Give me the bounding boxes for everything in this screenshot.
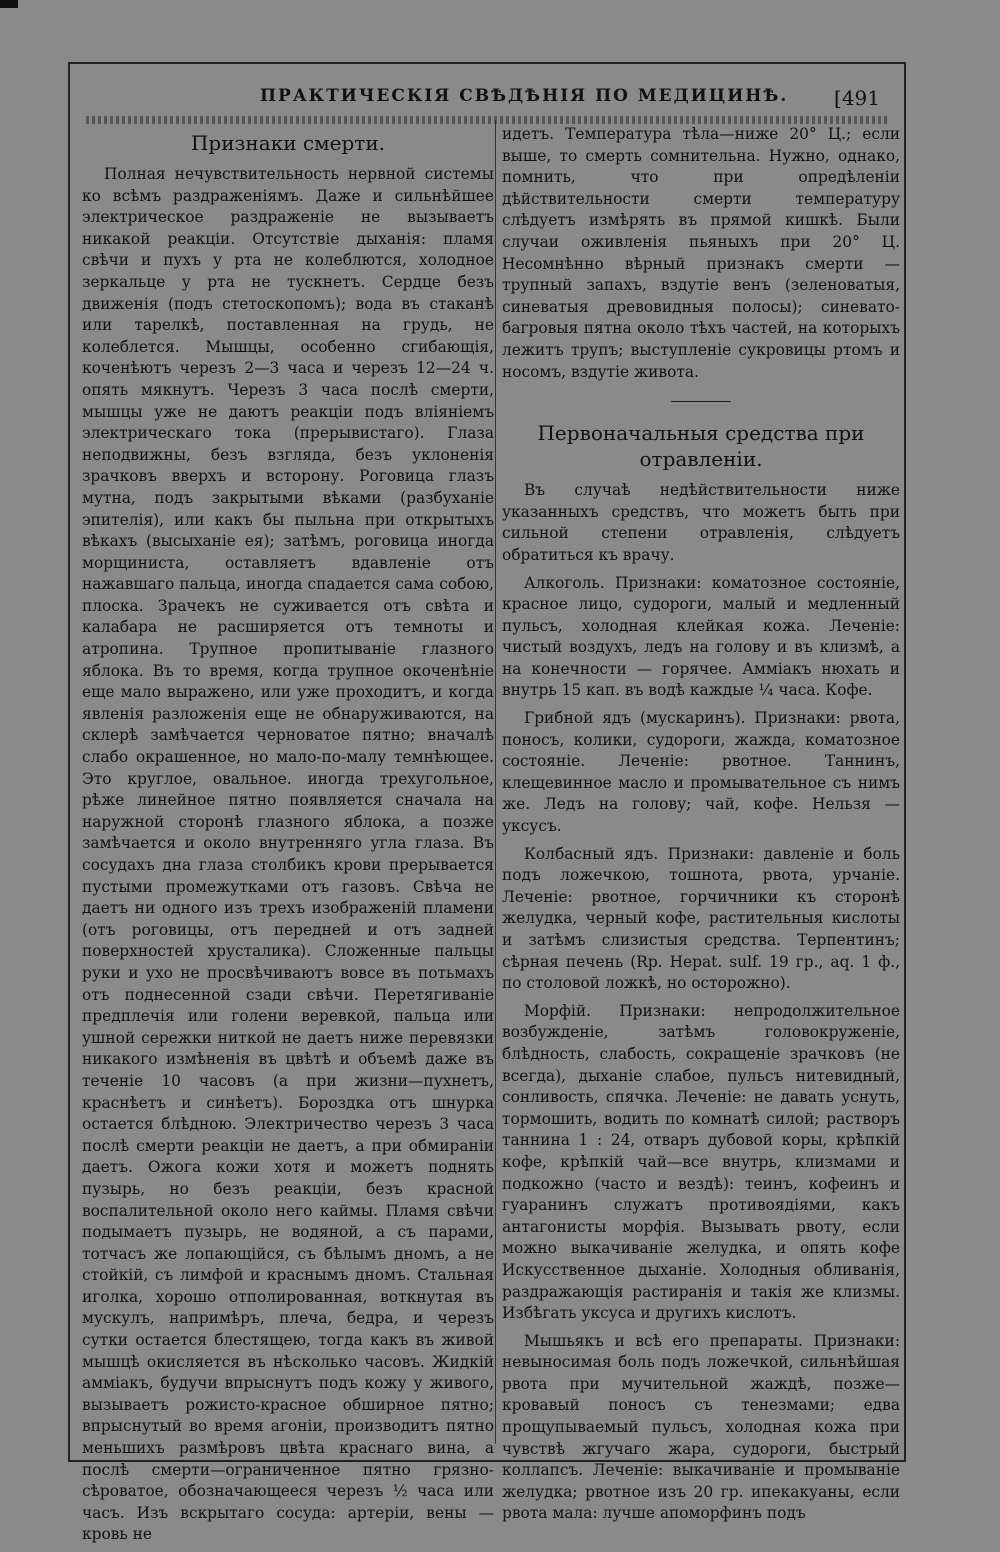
book-page: [68, 62, 906, 1544]
left-column: [82, 124, 494, 1552]
entry-alcohol: Алкоголь. Признаки: коматозное состояніе, красное лицо, судороги, малый и медленный пульсъ, холодная клейкая кожа. Леченіе: чистый воздухъ, ледъ на голову и въ клизмѣ, а на конечности — горячее. Амміакъ нюхать и внутрь 15 кап. въ водѣ каждые ¼ часа. Кофе.: [502, 573, 900, 700]
right-column: [502, 124, 900, 1531]
corner-mark: [0, 0, 18, 8]
wavy-rule: [86, 116, 888, 124]
entry-sausage-poison: Колбасный ядъ. Признаки: давленіе и боль подъ ложечкою, тошнота, рвота, урчаніе. Леченіе: рвотное, горчичники къ сторонѣ желудка, черный кофе, растительныя кислоты и затѣмъ слизистыя средства. Терпентинъ; сѣрная печень (Rp. Hepat. sulf. 19 гр., aq. 1 ф., по столовой ложкѣ, но осторожно).: [502, 844, 900, 993]
section-heading-poisoning: Первоначальныя средства при отравленіи.: [537, 421, 865, 472]
running-head: [70, 72, 904, 112]
poisoning-intro: Въ случаѣ недѣйствительности ниже указанныхъ средствъ, что можетъ быть при сильной степени отравленія, слѣдуетъ обратиться къ врачу.: [502, 481, 900, 564]
section-heading-death-signs: Признаки смерти.: [190, 131, 386, 155]
page-number: [491: [834, 86, 880, 110]
death-signs-continuation: идетъ. Температура тѣла—ниже 20° Ц.; если выше, то смерть сомнительна. Нужно, однако, помнить, что при опредѣленіи дѣйствительности смерти температуру слѣдуетъ измѣрять въ прямой кишкѣ. Были случаи оживленія пьяныхъ при 20° Ц. Несомнѣнно вѣрный признакъ смерти — трупный запахъ, вздутіе венъ (зеленоватыя, синеватыя древовидныя полосы); синевато-багровыя пятна около тѣхъ частей, на которыхъ лежитъ трупъ; выступленіе сукровицы ртомъ и носомъ, вздутіе живота.: [502, 125, 900, 381]
section-divider: [671, 401, 731, 402]
entry-morphine: Морфій. Признаки: непродолжительное возбужденіе, затѣмъ головокруженіе, блѣдность, слабость, сокращеніе зрачковъ (не всегда), дыханіе слабое, пульсъ нитевидный, сонливость, спячка. Леченіе: не давать уснуть, тормошить, водить по комнатѣ силой; растворъ таннина 1 : 24, отваръ дубовой коры, крѣпкій кофе, крѣпкій чай—все внутрь, клизмами и подкожно (часто и вездѣ): теинъ, кофеинъ и гуаранинъ служатъ противоядіями, какъ антагонисты морфія. Вызывать рвоту, если можно выкачиваніе желудка, и опять кофе Искусственное дыханіе. Холодныя обливанія, раздражающія растиранія и такія же клизмы. Избѣгать уксуса и другихъ кислотъ.: [502, 1001, 900, 1323]
entry-mushroom-poison: Грибной ядъ (мускаринъ). Признаки: рвота, поносъ, колики, судороги, жажда, коматозное состояніе. Леченіе: рвотное. Таннинъ, клещевинное масло и промывательное съ нимъ же. Ледъ на голову; чай, кофе. Нельзя — уксусъ.: [502, 709, 900, 836]
running-title: ПРАКТИЧЕСКІЯ СВѢДѢНІЯ ПО МЕДИЦИНѢ.: [260, 86, 789, 106]
entry-arsenic: Мышьякъ и всѣ его препараты. Признаки: невыносимая боль подъ ложечкой, сильнѣйшая рвота при мучительной жаждѣ, позже—кровавый поносъ съ тенезмами; едва прощупываемый пульсъ, холодная кожа при чувствѣ жгучаго жара, судороги, быстрый коллапсъ. Леченіе: выкачиваніе и промываніе желудка; рвотное изъ 20 гр. ипекакуаны, если рвота мала: лучше апоморфинъ подъ: [502, 1331, 900, 1523]
column-divider: [495, 120, 496, 1444]
death-signs-paragraph: Полная нечувствительность нервной системы ко всѣмъ раздраженіямъ. Даже и сильнѣйшее электрическое раздраженіе не вызываетъ никакой реакціи. Отсутствіе дыханія: пламя свѣчи и пухъ у рта не колеблются, холодное зеркальце у рта не тускнетъ. Сердце безъ движенія (подъ стетоскопомъ); вода въ стаканѣ или тарелкѣ, поставленная на грудь, не колеблется. Мышцы, особенно сгибающія, коченѣютъ черезъ 2—3 часа и черезъ 12—24 ч. опять мякнутъ. Черезъ 3 часа послѣ смерти, мышцы уже не даютъ реакціи подъ вліяніемъ электрическаго тока (прерывистаго). Глаза неподвижны, безъ взгляда, безъ уклоненія зрачковъ вверхъ и всторону. Роговица глазъ мутна, подъ закрытыми вѣками (разбуханіе эпителія), или какъ бы пыльна при открытыхъ вѣкахъ (высыханіе ея); затѣмъ, роговица иногда морщиниста, оставляетъ вдавленіе отъ нажавшаго пальца, иногда спадается сама собою, плоска. Зрачекъ не суживается отъ свѣта и калабара не расширяется отъ темноты и атропина. Трупное пропитываніе глазного яблока. Въ то время, когда трупное окоченѣніе еще мало выражено, или уже проходитъ, и когда явленія разложенія еще не обнаруживаются, на склерѣ замѣчается черноватое пятно; вначалѣ слабо окрашенное, но мало-по-малу темнѣющее. Это круглое, овальное. иногда трехугольное, рѣже линейное пятно появляется сначала на наружной сторонѣ глазного яблока, а позже замѣчается и около внутренняго угла глаза. Въ сосудахъ дна глаза столбикъ крови прерывается пустыми промежутками отъ газовъ. Свѣча не даетъ ни одного изъ трехъ изображеній пламени (отъ роговицы, отъ передней и отъ задней поверхностей хрусталика). Сложенные пальцы руки и ухо не просвѣчиваютъ вовсе въ потьмахъ отъ поднесенной сзади свѣчи. Перетягиваніе предплечія или голени веревкой, пальца или ушной сережки ниткой не даетъ ниже перевязки никакого измѣненія въ цвѣтѣ и объемѣ даже въ теченіе 10 часовъ (а при жизни—пухнетъ, краснѣетъ и синѣетъ). Бороздка отъ шнурка остается блѣдною. Электричество черезъ 3 часа послѣ смерти реакціи не даетъ, а при обмираніи даетъ. Ожога кожи хотя и можетъ поднять пузырь, но безъ реакціи, безъ красной воспалительной около него каймы. Пламя свѣчи подымаетъ пузырь, не водяной, а съ парами, тотчасъ же лопающійся, съ бѣлымъ дномъ, а не стойкій, съ лимфой и краснымъ дномъ. Стальная иголка, хорошо отполированная, воткнутая въ мускулъ, напримѣръ, плеча, бедра, и черезъ сутки остается блестящею, тогда какъ въ живой мышцѣ окисляется въ нѣсколько часовъ. Жидкій аммiакъ, будучи впрыснутъ подъ кожу у живого, вызываетъ рожисто-красное обширное пятно; впрыснутый во время агоніи, производитъ пятно меньшихъ размѣровъ цвѣта краснаго вина, а послѣ смерти—ограниченное пятно грязно-сѣроватое, обозначающееся черезъ ½ часа или часъ. Изъ вскрытаго сосуда: артеріи, вены — кровь не: [82, 165, 494, 1544]
